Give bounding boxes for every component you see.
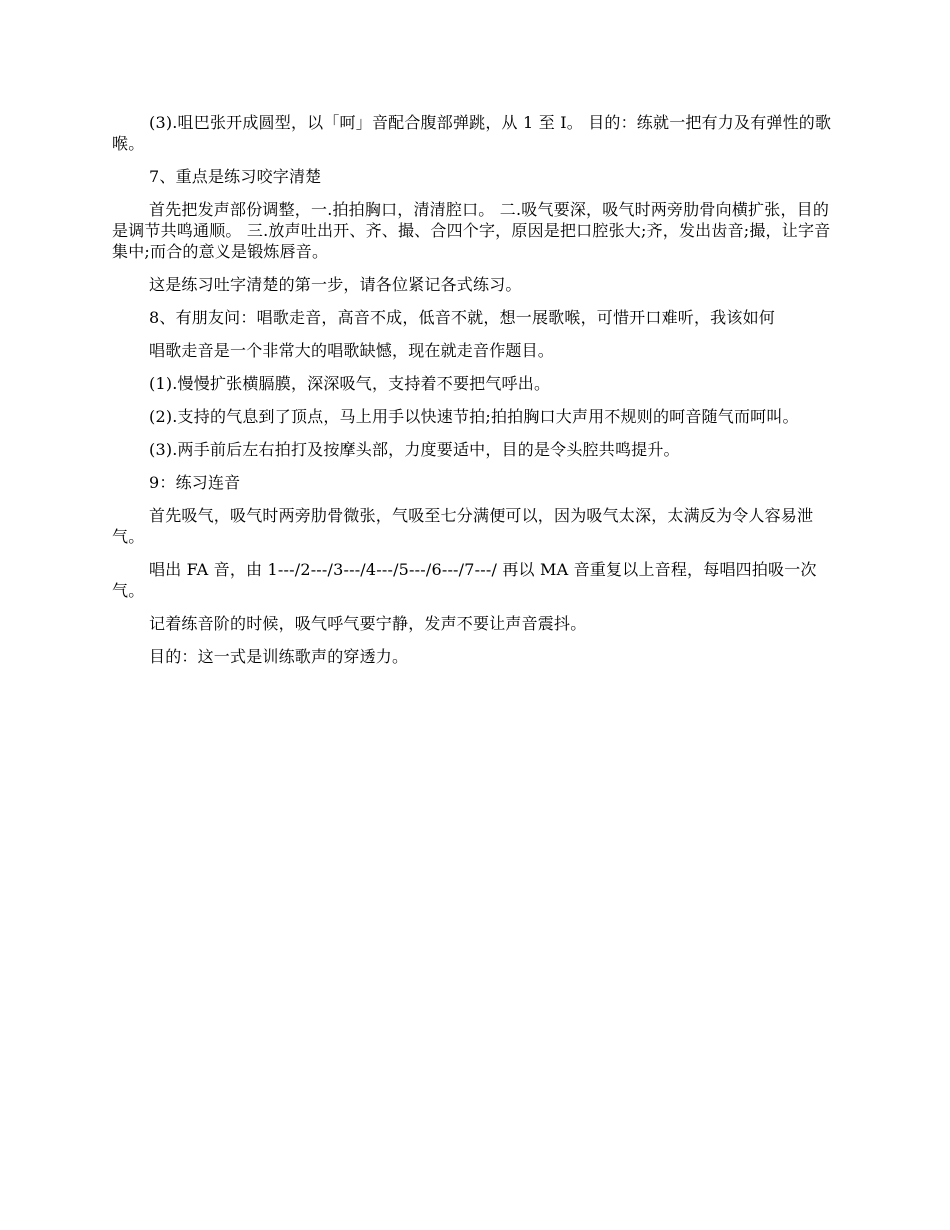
section-heading: 7、重点是练习咬字清楚 (149, 167, 322, 186)
section-heading: 8、有朋友问：唱歌走音，高音不成，低音不就，想一展歌喉，可惜开口难听，我该如何 (149, 308, 775, 327)
paragraph: (3).咀巴张开成圆型，以「呵」音配合腹部弹跳，从 1 至 I。 目的：练就一把有力及有弹性的歌喉。 (112, 113, 832, 153)
paragraph: 唱歌走音是一个非常大的唱歌缺憾，现在就走音作题目。 (149, 341, 555, 360)
paragraph: (3).两手前后左右拍打及按摩头部，力度要适中，目的是令头腔共鸣提升。 (149, 440, 680, 459)
paragraph: 目的：这一式是训练歌声的穿透力。 (149, 647, 409, 666)
paragraph: 首先吸气，吸气时两旁肋骨微张，气吸至七分满便可以，因为吸气太深，太满反为令人容易泄气。 (112, 506, 814, 546)
document-body (112, 112, 840, 679)
paragraph: 唱出 FA 音，由 1---/2---/3---/4---/5---/6---/7---/ 再以 MA 音重复以上音程，每唱四拍吸一次气。 (112, 560, 817, 600)
paragraph: 首先把发声部份调整，一.拍拍胸口，清清腔口。 二.吸气要深，吸气时两旁肋骨向横扩张，目的是调节共鸣通顺。 三.放声吐出开、齐、撮、合四个字，原因是把口腔张大;齐，发出齿音;撮，让字音集中;而合的意义是锻炼唇音。 (112, 200, 831, 261)
paragraph: 记着练音阶的时候，吸气呼气要宁静，发声不要让声音震抖。 (149, 614, 587, 633)
paragraph: (2).支持的气息到了顶点，马上用手以快速节拍;拍拍胸口大声用不规则的呵音随气而呵叫。 (149, 407, 799, 426)
paragraph: 这是练习吐字清楚的第一步，请各位紧记各式练习。 (149, 275, 522, 294)
section-heading: 9：练习连音 (149, 473, 241, 492)
paragraph: (1).慢慢扩张横膈膜，深深吸气，支持着不要把气呼出。 (149, 374, 551, 393)
